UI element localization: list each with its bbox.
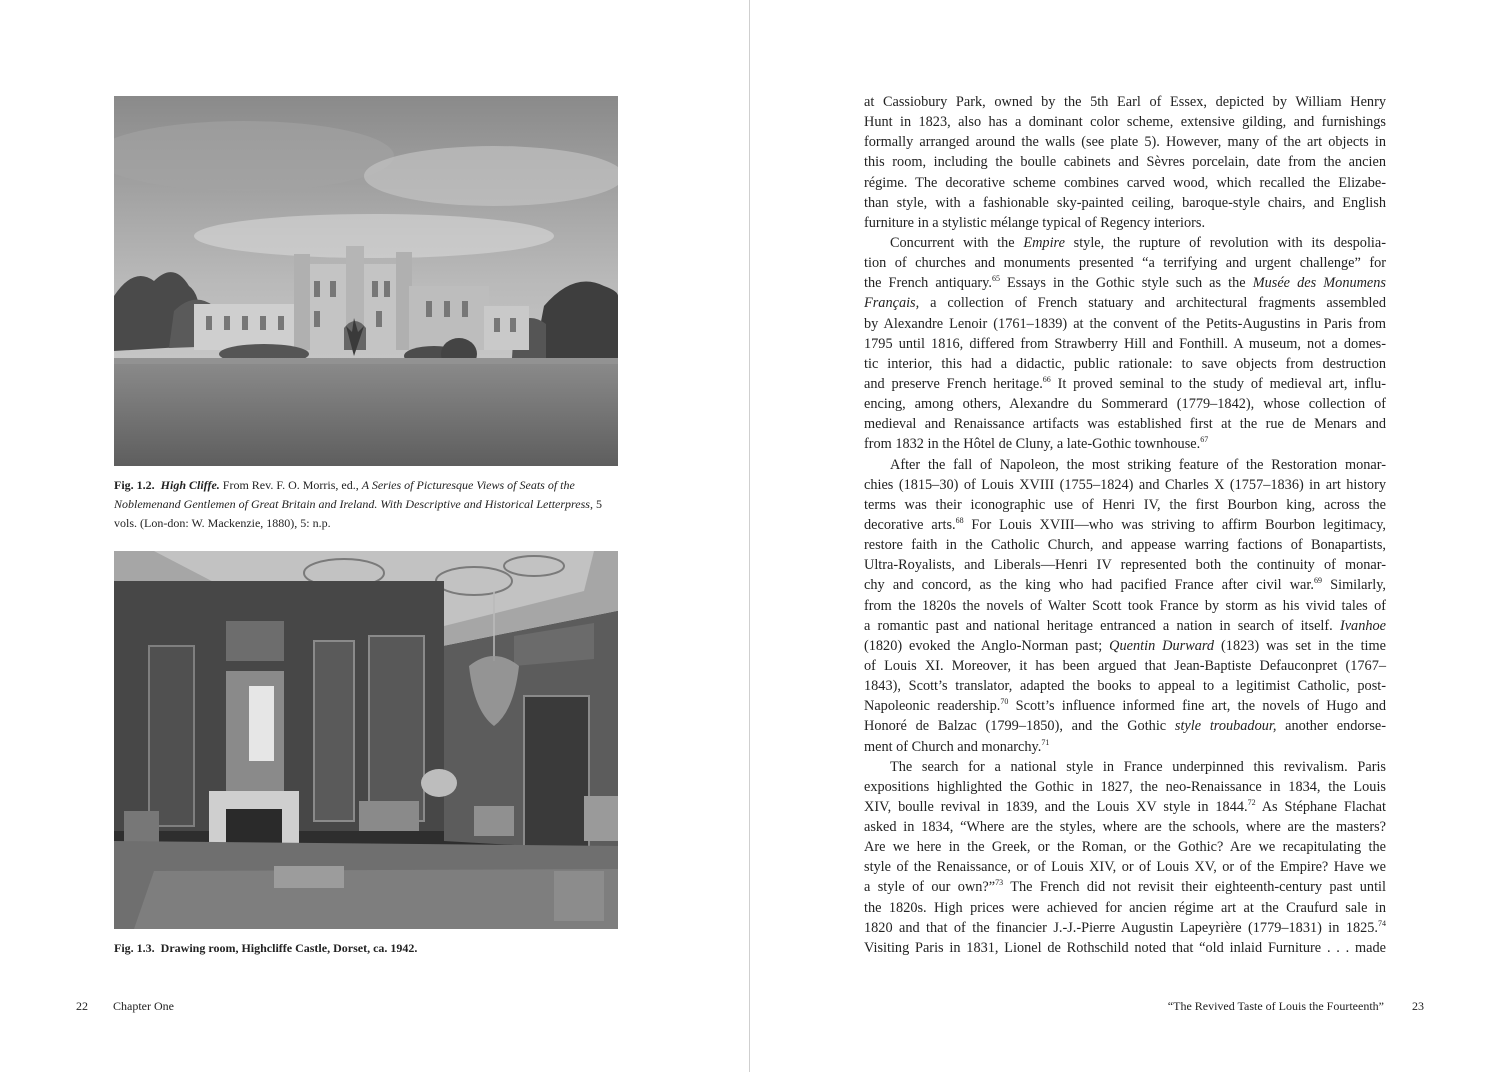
text-run: (1820) evoked the Anglo-Norman past; [864, 637, 1110, 654]
text-run: Ultra-Royalists, and Liberals—Henri IV represented both the continuity of monar- [864, 557, 1386, 574]
text-run: 1795 until 1816, differed from Strawberry Hill and Fonthill. A museum, not a domes- [864, 335, 1386, 352]
text-run: From Rev. F. O. Morris, ed., [222, 478, 362, 492]
footnote-ref: 72 [1247, 798, 1256, 808]
text-run: chies (1815–30) of Louis XVIII (1755–1824) and Charles X (1757–1836) in art history [864, 476, 1386, 493]
text-line [864, 656, 1386, 676]
text-run: Hunt in 1823, also has a dominant color scheme, extensive gilding, and furnishings [864, 114, 1386, 131]
text-run: Scott’s influence informed fine art, the novels of Hugo and [1008, 698, 1387, 715]
text-line [864, 455, 1386, 475]
text-run: don: W. Mackenzie, 1880), 5: n.p. [167, 516, 331, 530]
text-line [864, 253, 1386, 273]
text-run: After the fall of Napoleon, the most striking feature of the Restoration monar- [890, 456, 1386, 473]
text-run: decorative arts. [864, 516, 956, 533]
italic-text: Français, [864, 295, 920, 312]
footnote-ref: 74 [1378, 919, 1386, 928]
text-line [864, 314, 1386, 334]
footnote-ref: 65 [991, 274, 1000, 284]
text-line [864, 676, 1386, 696]
text-run: It proved seminal to the study of medieval art, influ- [1050, 375, 1386, 392]
text-line [864, 515, 1386, 535]
text-line [864, 293, 1386, 313]
footnote-ref: 67 [1200, 435, 1209, 445]
text-run: chy and concord, as the king who had pacified France after civil war. [864, 577, 1314, 594]
text-run: tion of churches and monuments presented “a terrifying and urgent challenge” for [864, 255, 1386, 272]
text-run: a style of our own?” [864, 879, 996, 896]
text-line [864, 92, 1386, 112]
text-run: The search for a national style in France underpinned this revivalism. Paris [890, 758, 1386, 775]
figure-label: Fig. 1.3. [114, 941, 155, 955]
text-run: style of the Renaissance, or of Louis XIV, or of Louis XV, or of the Empire? Have we [864, 859, 1386, 876]
text-line [864, 374, 1386, 394]
text-run: 5 vols. (Lon- [114, 497, 602, 530]
italic-text: Quentin Durward [1109, 637, 1215, 654]
text-run: Napoleonic readership. [864, 698, 1001, 715]
text-line [864, 273, 1386, 293]
text-line [864, 938, 1386, 958]
text-run: tic interior, this had a didactic, public rationale: to save objects from destruction [864, 355, 1386, 372]
page-number: 23 [1412, 999, 1424, 1013]
text-line [864, 737, 1386, 757]
text-run: Are we here in the Greek, or the Roman, or the Gothic? Are we recapitulating the [864, 839, 1386, 856]
text-line [864, 636, 1386, 656]
text-line [864, 173, 1386, 193]
text-run: of Louis XI. Moreover, it has been argued that Jean-Baptiste Defauconpret (1767– [864, 657, 1386, 674]
text-run: Visiting Paris in 1831, Lionel de Rothschild noted that “old inlaid Furniture . . . made [864, 939, 1386, 956]
text-line [864, 213, 1386, 233]
italic-text: style troubadour, [1174, 718, 1277, 735]
text-run: expositions highlighted the Gothic in 1827, the neo-Renaissance in 1834, the Louis [864, 778, 1386, 795]
running-head: Chapter One [113, 999, 174, 1013]
text-run: Honoré de Balzac (1799–1850), and the Gothic [864, 718, 1175, 735]
text-line [864, 334, 1386, 354]
text-line [864, 475, 1386, 495]
text-run: Essays in the Gothic style such as the [999, 275, 1253, 292]
text-line [864, 918, 1386, 938]
text-run: For Louis XVIII—who was striving to affirm Bourbon legitimacy, [963, 516, 1386, 533]
text-run: 1820 and that of the financier J.-J.-Pierre Augustin Lapeyrière (1779–1831) in 1825. [864, 919, 1378, 936]
text-run: terms was their iconographic use of Henri IV, the first Bourbon king, across the [864, 496, 1386, 513]
text-run: the 1820s. High prices were achieved for ancien régime art at the Craufurd sale in [864, 899, 1386, 916]
text-line [864, 434, 1386, 454]
text-run: and preserve French heritage. [864, 375, 1043, 392]
text-line [864, 555, 1386, 575]
text-run: furniture in a stylistic mélange typical of Regency interiors. [864, 214, 1206, 231]
text-line [864, 535, 1386, 555]
text-run: The French did not revisit their eighteenth-century past until [1003, 879, 1386, 896]
text-run: régime. The decorative scheme combines carved wood, which recalled the Elizabe- [864, 174, 1386, 191]
footnote-ref: 66 [1042, 375, 1051, 385]
text-run: Similarly, [1321, 577, 1387, 594]
figure-label: Fig. 1.2. [114, 478, 155, 492]
text-line [864, 616, 1386, 636]
text-line [864, 777, 1386, 797]
text-run: the French antiquary. [864, 275, 992, 292]
italic-text: Empire [1023, 234, 1065, 251]
left-page [0, 0, 749, 1072]
text-line [864, 414, 1386, 434]
text-run: than style, with a fashionable sky-painted ceiling, baroque-style chairs, and English [864, 194, 1386, 211]
text-line [864, 716, 1386, 736]
text-line [864, 233, 1386, 253]
footnote-ref: 71 [1041, 737, 1050, 747]
text-line [864, 898, 1386, 918]
text-run: by Alexandre Lenoir (1761–1839) at the convent of the Petits-Augustins in Paris from [864, 315, 1386, 332]
text-run: style, the rupture of revolution with its despolia- [1064, 234, 1386, 251]
text-run: from the 1820s the novels of Walter Scott took France by storm as his vivid tales of [864, 597, 1386, 614]
text-line [864, 193, 1386, 213]
figure-caption-text: Drawing room, Highcliffe Castle, Dorset, ca. 1942. [160, 941, 418, 955]
footnote-ref: 68 [955, 516, 964, 526]
text-run: from 1832 in the Hôtel de Cluny, a late-Gothic townhouse. [864, 436, 1201, 453]
text-line [864, 596, 1386, 616]
text-run: (1823) was set in the time [1214, 637, 1386, 654]
text-line [864, 757, 1386, 777]
text-run: asked in 1834, “Where are the styles, where are the schools, where are the masters? [864, 819, 1386, 836]
text-run: this room, including the boulle cabinets and Sèvres porcelain, date from the ancien [864, 154, 1386, 171]
text-run: As Stéphane Flachat [1255, 798, 1386, 815]
italic-text: Musée des Monumens [1252, 275, 1386, 292]
text-run: ment of Church and monarchy. [864, 738, 1042, 755]
footnote-ref: 69 [1313, 576, 1322, 586]
page-number: 22 [76, 999, 88, 1013]
right-page [750, 0, 1500, 1072]
text-line [864, 837, 1386, 857]
italic-text: and Gentlemen of Great Britain and Ireland. With Descriptive and Historical Letterpress, [162, 497, 593, 511]
figure-1-3-caption [114, 939, 620, 958]
text-run: a collection of French statuary and architectural fragments assembled [919, 295, 1386, 312]
text-line [864, 797, 1386, 817]
italic-text: A Series of Picturesque Views of Seats of the Noblemen [114, 478, 575, 511]
figure-1-2-caption [114, 476, 620, 533]
text-line [864, 696, 1386, 716]
text-run: Concurrent with the [890, 234, 1024, 251]
text-run: formally arranged around the walls (see plate 5). However, many of the art objects in [864, 134, 1386, 151]
body-text [864, 92, 1386, 958]
text-run: medieval and Renaissance artifacts was established first at the rue de Menars and [864, 416, 1386, 433]
running-head: “The Revived Taste of Louis the Fourteenth” [1167, 999, 1384, 1013]
text-run: encing, among others, Alexandre du Sommerard (1779–1842), whose collection of [864, 396, 1386, 413]
figure-title: High Cliffe. [160, 478, 220, 492]
text-line [864, 152, 1386, 172]
footnote-ref: 70 [1000, 697, 1009, 707]
footnote-ref: 73 [995, 878, 1004, 888]
text-run: at Cassiobury Park, owned by the 5th Earl of Essex, depicted by William Henry [864, 94, 1386, 110]
text-run: a romantic past and national heritage entranced a nation in search of itself. [864, 617, 1340, 634]
text-line [864, 112, 1386, 132]
text-line [864, 575, 1386, 595]
text-line [864, 495, 1386, 515]
text-line [864, 857, 1386, 877]
text-line [864, 817, 1386, 837]
drawing-room-photograph [114, 551, 618, 929]
high-cliffe-photograph [114, 96, 618, 466]
text-line [864, 877, 1386, 897]
text-run: restore faith in the Catholic Church, and appease warring factions of Bonapartists, [864, 537, 1386, 554]
text-line [864, 354, 1386, 374]
text-run: 1843), Scott’s translator, adapted the books to appeal to a legitimist Catholic, post- [864, 678, 1386, 695]
text-line [864, 394, 1386, 414]
text-run: XIV, boulle revival in 1839, and the Louis XV style in 1844. [864, 798, 1248, 815]
text-run: another endorse- [1276, 718, 1387, 735]
text-line [864, 132, 1386, 152]
italic-text: Ivanhoe [1339, 617, 1386, 634]
